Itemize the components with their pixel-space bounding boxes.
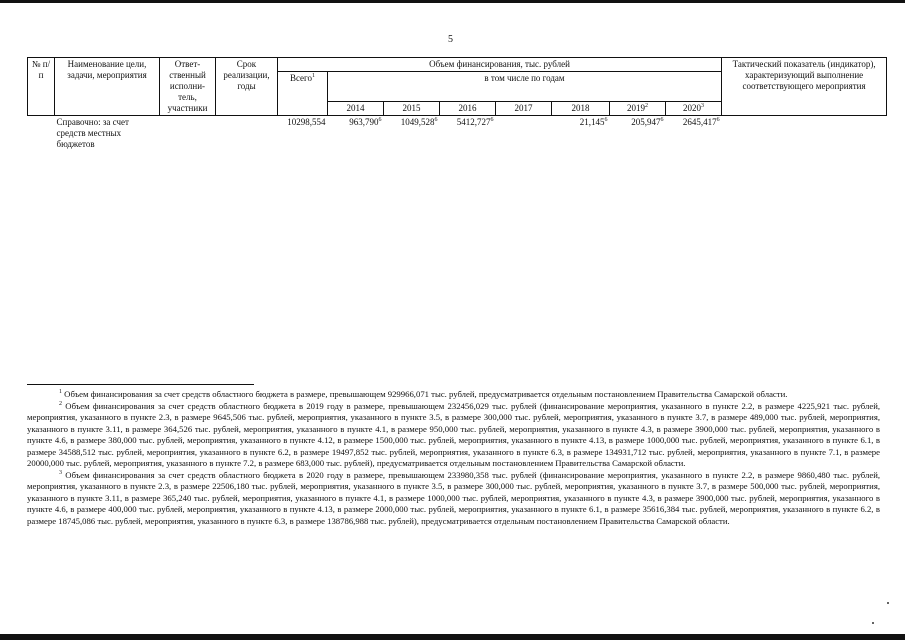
cell-term [216,116,278,152]
footnote-text: Объем финансирования за счет средств областного бюджета в размере, превышающем 929966,071 тыс. рублей, предусматривается отдельным постановлением Правительства Самарской области. [64,389,788,399]
footnote-text: Объем финансирования за счет средств областного бюджета в 2020 году в размере, превышающем 233980,358 тыс. рублей (финансирование мероприятия, указанного в пункте 2.2, в размере 9860,480 тыс. рублей, мероприятия, указанного в пункте 2.3, в размере 22506,180 тыс. рублей, мероприятия, указанного в пункте 3.5, в размере 300,000 тыс. рублей, мероприятия, указанного в пункте 3.7, в размере 500,000 тыс. рублей, мероприятия, указанного в пункте 3.11, в размере 365,240 тыс. рублей, мероприятия, указанного в пункте 4.1, в размере 1000,000 тыс. рублей, мероприятия, указанного в пункте 4.3, в размере 3900,000 тыс. рублей, мероприятия, указанного в пункте 4.6, в размере 400,000 тыс. рублей, мероприятия, указанного в пункте 4.13, в размере 2000,000 тыс. рублей, мероприятия, указанного в пункте 6.1, в размере 35616,384 тыс. рублей, мероприятия, указанного в пункте 6.2, в размере 18745,086 тыс. рублей, мероприятия, указанного в пункте 6.3, в размере 138786,988 тыс. рублей), предусматривается отдельным постановлением Правительства Самарской области. [27,469,881,526]
cell-footnote-mark: 6 [604,117,608,123]
header-year [496,102,552,116]
header-term: Срок реализации, годы [216,58,278,116]
cell-indicator [722,116,887,152]
header-by-years: в том числе по годам [328,72,722,102]
cell-year-value [440,116,496,152]
header-year-label: 2016 [458,103,477,113]
footnote-mark: 3 [59,469,62,476]
footnote [27,389,880,401]
footnote-mark: 2 [59,400,62,407]
table-row [28,116,887,152]
header-total-footnote-mark: 1 [312,73,316,79]
cell-value: 2645,417 [682,117,717,127]
cell-footnote-mark: 6 [378,117,382,123]
header-name: Наименование цели, задачи, мероприятия [55,58,160,116]
header-year [610,102,666,116]
cell-total: 10298,554 [287,117,326,127]
cell-year-value [496,116,552,152]
header-year [384,102,440,116]
cell-year-value [610,116,666,152]
header-year [440,102,496,116]
footnote-text: Объем финансирования за счет средств областного бюджета в 2019 году в размере, превышающем 232456,029 тыс. рублей (финансирование мероприятия, указанного в пункте 2.2, в размере 4225,921 тыс. рублей, мероприятия, указанного в пункте 2.3, в размере 9645,506 тыс. рублей, мероприятия, указанного в пункте 3.5, в размере 300,000 тыс. рублей, мероприятия, указанного в пункте 3.7, в размере 489,000 тыс. рублей, мероприятия, указанного в пункте 3.11, в размере 364,526 тыс. рублей, мероприятия, указанного в пункте 4.1, в размере 950,000 тыс. рублей, мероприятия, указанного в пункте 4.3, в размере 3900,000 тыс. рублей, мероприятия, указанного в пункте 4.6, в размере 380,000 тыс. рублей, мероприятия, указанного в пункте 4.12, в размере 1500,000 тыс. рублей, мероприятия, указанного в пункте 4.13, в размере 1000,000 тыс. рублей, мероприятия, указанного в пункте 6.1, в размере 34588,512 тыс. рублей, мероприятия, указанного в пункте 6.2, в размере 19497,852 тыс. рублей, мероприятия, указанного в пункте 6.3, в размере 134931,712 тыс. рублей, мероприятия, указанного в пункте 7.1, в размере 20000,000 тыс. рублей, мероприятия, указанного в пункте 7.2, в размере 683,000 тыс. рублей), предусматривается отдельным постановлением Правительства Самарской области. [27,400,881,468]
cell-footnote-mark: 6 [716,117,720,123]
scan-speck [872,622,874,624]
footnote [27,470,880,528]
scan-bottom-edge [0,634,905,640]
footnote-separator [27,384,254,385]
financing-table [27,57,887,151]
header-total-label: Всего [289,73,313,83]
header-year [552,102,610,116]
header-year-label: 2018 [571,103,590,113]
header-total [278,72,328,116]
cell-footnote-mark: 6 [434,117,438,123]
cell-year-value [384,116,440,152]
cell-year-value [552,116,610,152]
footnote [27,401,880,470]
header-year-label: 2015 [402,103,421,113]
header-financing: Объем финансирования, тыс. рублей [278,58,722,72]
cell-value: 5412,727 [456,117,491,127]
header-year-footnote-mark: 3 [701,103,705,109]
header-indicator: Тактический показатель (индикатор), характеризующий выполнение соответствующего мероприятия [722,58,887,116]
cell-footnote-mark: 6 [490,117,494,123]
page-number: 5 [448,34,453,45]
cell-responsible [160,116,216,152]
header-year-label: 2020 [683,103,702,113]
header-year [328,102,384,116]
cell-value: 1049,528 [400,117,435,127]
cell-year-value [666,116,722,152]
cell-number [28,116,55,152]
scan-top-edge [0,0,905,3]
scan-speck [887,602,889,604]
header-year-label: 2019 [627,103,645,113]
cell-value: 963,790 [349,117,379,127]
cell-value: 205,947 [631,117,661,127]
header-responsible: Ответ-ственный исполни-тель, участники [160,58,216,116]
header-year-footnote-mark: 2 [645,103,648,109]
header-number: № п/п [28,58,55,116]
cell-name: Справочно: за счет средств местных бюджетов [56,117,129,149]
header-year [666,102,722,116]
cell-footnote-mark: 6 [660,117,664,123]
cell-value: 21,145 [579,117,605,127]
cell-year-value [328,116,384,152]
header-year-label: 2014 [346,103,365,113]
footnote-mark: 1 [59,389,62,396]
footnotes [27,389,880,527]
header-year-label: 2017 [514,103,533,113]
